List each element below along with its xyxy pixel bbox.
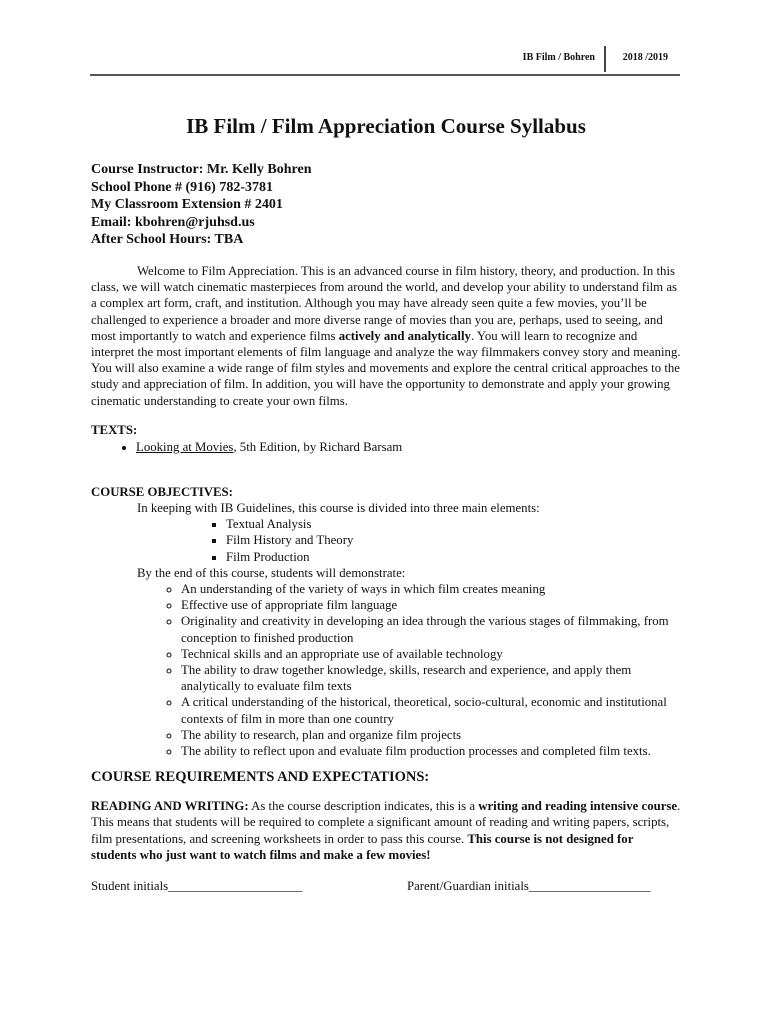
reading-writing-paragraph (91, 798, 681, 863)
instructor-line: Course Instructor: Mr. Kelly Bohren (91, 162, 312, 177)
textbook-details: , 5th Edition, by Richard Barsam (233, 439, 403, 454)
document-body (91, 114, 681, 897)
element-item: ▪ Textual Analysis (226, 516, 681, 532)
intro-text-2: . You will learn to recognize and interpret the most important elements of film language and analyze the way filmmakers convey story and meaning. You will also examine a wide range of film styles and movements and explore the central critical approaches to the study and appreciation of film. In addition, you will have the opportunity to demonstrate and apply your growing cinematic understanding to create your own films. (91, 328, 681, 408)
outcome-item: ◦ Originality and creativity in developing an idea through the various stages of filmmaking, from conception to finished production (181, 613, 681, 645)
student-initials-field[interactable]: Student initials_____________________ (91, 879, 303, 894)
texts-list (91, 439, 681, 455)
parent-initials-field[interactable]: Parent/Guardian initials___________________ (407, 879, 651, 894)
contact-block (91, 161, 681, 249)
element-item: ▪ Film Production (226, 549, 681, 565)
outcome-item: ◦ An understanding of the variety of ways in which film creates meaning (181, 581, 681, 597)
outcomes-list (91, 581, 681, 759)
reading-writing-emphasis-2: This course is not designed for students who just want to watch films and make a few movies! (91, 831, 634, 862)
outcome-item: ◦ A critical understanding of the historical, theoretical, socio-cultural, economic and institutional contexts of film in more than one country (181, 694, 681, 726)
intro-emphasis: actively and analytically (338, 328, 471, 343)
outcome-item: ◦ The ability to reflect upon and evaluate film production processes and completed film texts. (181, 743, 681, 759)
reading-writing-label: READING AND WRITING: (91, 799, 249, 814)
intro-text-1: Welcome to Film Appreciation. This is an advanced course in film history, theory, and production. In this class, we will watch cinematic masterpieces from around the world, and develop your ability to understand film as a complex art form, craft, and institution. Although you may have already seen quite a few movies, you’ll be challenged to experience a broader and more diverse range of movies than you are, perhaps, used to seeing, and most importantly to watch and experience films (91, 263, 677, 343)
extension-line: My Classroom Extension # 2401 (91, 197, 283, 213)
requirements-heading: COURSE REQUIREMENTS AND EXPECTATIONS: (91, 769, 430, 786)
email-line: Email: kbohren@rjuhsd.us (91, 214, 255, 230)
outcome-item: ◦ The ability to draw together knowledge, skills, research and experience, and apply them analytically to evaluate film texts (181, 662, 681, 694)
reading-writing-emphasis-1: writing and reading intensive course (478, 799, 678, 814)
initials-row (91, 879, 681, 897)
outcome-item: ◦ The ability to research, plan and organize film projects (181, 727, 681, 743)
phone-line: School Phone # (916) 782-3781 (91, 179, 273, 195)
objectives-heading: COURSE OBJECTIVES: (91, 485, 233, 499)
hours-line: After School Hours: TBA (91, 232, 244, 248)
intro-paragraph (91, 263, 681, 409)
document-title: IB Film / Film Appreciation Course Syllabus (186, 114, 586, 138)
textbook-title: Looking at Movies (136, 439, 234, 454)
objectives-lead: In keeping with IB Guidelines, this course is divided into three main elements: (137, 501, 540, 515)
element-item: ▪ Film History and Theory (226, 532, 681, 548)
header-separator (604, 46, 606, 72)
page-header (90, 46, 680, 76)
outcome-item: ◦ Effective use of appropriate film language (181, 597, 681, 613)
reading-writing-text-1: As the course description indicates, this is a (248, 799, 479, 814)
header-course: IB Film / Bohren (522, 52, 595, 63)
texts-heading: TEXTS: (91, 422, 138, 437)
reading-writing-text-2: . This means that students will be required to complete a significant amount of reading and writing papers, scripts, film presentations, and screening worksheets in order to pass this course. (91, 799, 681, 846)
outcome-item: ◦ Technical skills and an appropriate use of available technology (181, 646, 681, 662)
elements-list (91, 516, 681, 565)
textbook-item (136, 439, 681, 455)
header-year: 2018 /2019 (622, 52, 668, 63)
objectives-by-end: By the end of this course, students will demonstrate: (137, 565, 406, 580)
header-rule (90, 74, 680, 76)
